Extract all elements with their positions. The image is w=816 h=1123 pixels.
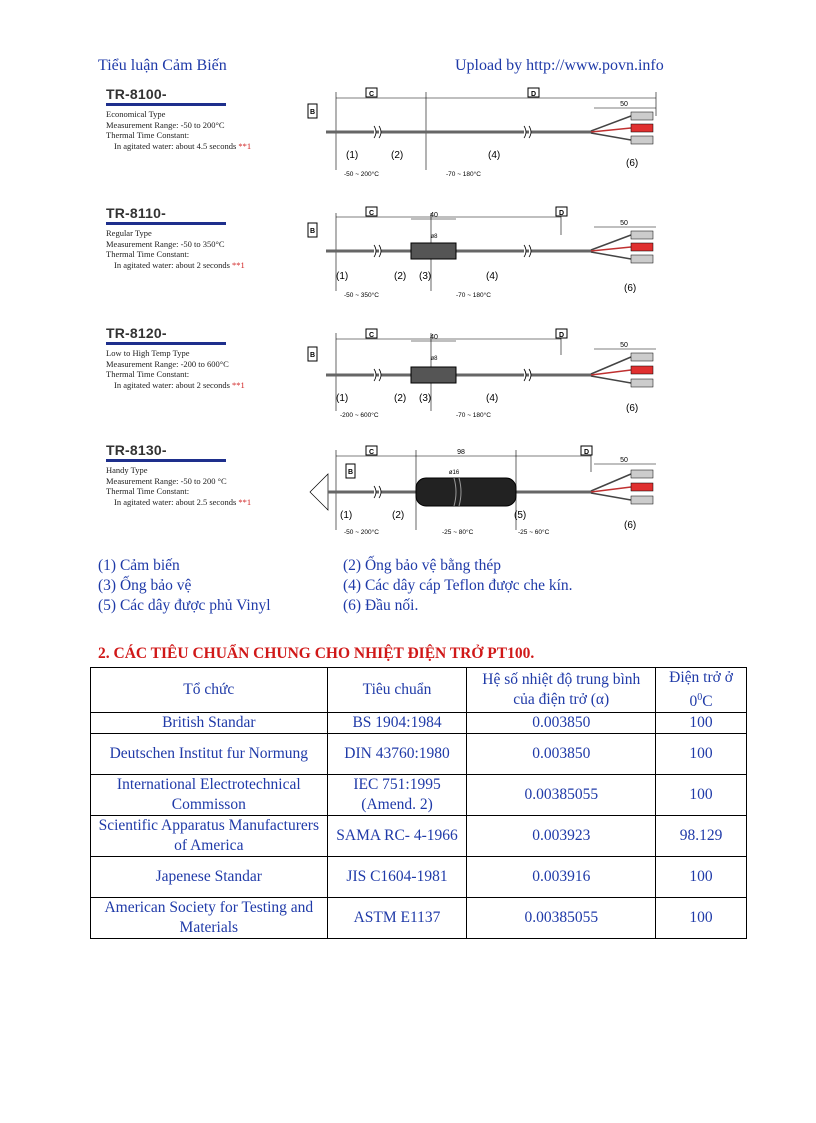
callout: (3) (419, 393, 432, 404)
cell-std: SAMA RC- 4-1966 (327, 816, 467, 857)
range-line: Measurement Range: -50 to 200°C (106, 119, 225, 130)
model-underline (106, 459, 226, 462)
callout: (1) (346, 150, 359, 161)
header-title: Tiểu luận Cảm Biến (98, 57, 227, 74)
cell-res: 100 (656, 713, 747, 734)
temp-a: -200 ~ 600°C (340, 412, 379, 417)
type-line: Low to High Temp Type (106, 348, 190, 358)
header-std: Tiêu chuẩn (327, 668, 467, 713)
callout: (6) (624, 520, 637, 531)
sensor-diagram (306, 442, 666, 543)
callout: (2) (392, 510, 405, 521)
temp-b: -70 ~ 180°C (446, 171, 481, 176)
cell-coef: 0.003850 (467, 713, 656, 734)
cell-coef: 0.003916 (467, 857, 656, 898)
table-row (91, 713, 747, 734)
header-org: Tổ chức (91, 668, 328, 713)
sensor-block-tr8130 (100, 442, 760, 542)
cell-res: 100 (656, 857, 747, 898)
cell-org: British Standar (91, 713, 328, 734)
callout: (6) (626, 403, 639, 414)
range-line: Measurement Range: -200 to 600°C (106, 358, 229, 369)
label-c: C (368, 210, 375, 217)
water-line: In agitated water: about 4.5 seconds **1 (114, 140, 252, 151)
cell-std: ASTM E1137 (327, 898, 467, 939)
temp-b: -25 ~ 80°C (442, 529, 474, 536)
svg-text:B: B (347, 469, 354, 476)
table-row (91, 775, 747, 816)
ttc-line: Thermal Time Constant: (106, 486, 190, 496)
legend-item: (4) Các dây cáp Teflon được che kín. (343, 577, 573, 594)
ttc-line: Thermal Time Constant: (106, 369, 190, 379)
legend-item: (2) Ống bảo vệ bằng thép (343, 557, 501, 574)
dim-top: 50 (620, 457, 628, 464)
table-row (91, 816, 747, 857)
dim-mid: 40 (430, 334, 438, 341)
callout: (1) (340, 510, 353, 521)
cell-res: 100 (656, 734, 747, 775)
model-title: TR-8120- (106, 325, 167, 341)
callout: (6) (626, 158, 639, 169)
dim-top: 50 (620, 101, 628, 108)
type-line: Regular Type (106, 228, 152, 238)
sensor-spec (106, 86, 306, 151)
type-line: Handy Type (106, 465, 148, 475)
callout: (2) (394, 271, 407, 282)
table-row (91, 734, 747, 775)
water-line: In agitated water: about 2 seconds **1 (114, 259, 245, 270)
table-row (91, 898, 747, 939)
temp-c: -25 ~ 60°C (518, 529, 550, 536)
cell-org: Deutschen Institut fur Normung (91, 734, 328, 775)
legend-item: (3) Ống bảo vệ (98, 577, 192, 594)
sensor-spec (106, 442, 306, 507)
header-coef: Hệ số nhiệt độ trung bình của điện trở (α) (467, 668, 656, 713)
temp-a: -50 ~ 200°C (344, 171, 379, 176)
model-title: TR-8100- (106, 86, 167, 102)
callout: (4) (486, 271, 499, 282)
diameter: ø8 (430, 234, 438, 240)
header-upload-link[interactable]: Upload by http://www.povn.info (455, 57, 664, 74)
sensor-diagram (306, 325, 666, 422)
cell-coef: 0.00385055 (467, 775, 656, 816)
callout: (1) (336, 271, 349, 282)
section-title: 2. CÁC TIÊU CHUẨN CHUNG CHO NHIỆT ĐIỆN TRỞ PT100. (98, 645, 535, 662)
water-line: In agitated water: about 2 seconds **1 (114, 379, 245, 390)
model-title: TR-8110- (106, 205, 166, 221)
diameter: ø8 (430, 356, 438, 362)
cell-org: International Electrotechnical Commisson (91, 775, 328, 816)
svg-text:B: B (309, 228, 316, 235)
sensor-spec (106, 325, 306, 390)
model-underline (106, 342, 226, 345)
cell-std: BS 1904:1984 (327, 713, 467, 734)
table-row (91, 857, 747, 898)
svg-text:B: B (309, 352, 316, 359)
sensor-spec (106, 205, 306, 270)
water-line: In agitated water: about 2.5 seconds **1 (114, 496, 252, 507)
temp-b: -70 ~ 180°C (456, 292, 491, 297)
sensor-block-tr8110 (100, 205, 760, 305)
callout: (4) (486, 393, 499, 404)
label-c: C (368, 449, 375, 456)
cell-res: 98.129 (656, 816, 747, 857)
cell-coef: 0.00385055 (467, 898, 656, 939)
temp-b: -70 ~ 180°C (456, 412, 491, 417)
range-line: Measurement Range: -50 to 200 °C (106, 475, 227, 486)
label-d: D (530, 91, 537, 98)
legend-item: (1) Cảm biến (98, 557, 180, 574)
cell-org: Scientific Apparatus Manufacturers of America (91, 816, 328, 857)
sensor-diagram (306, 86, 666, 181)
cell-res: 100 (656, 898, 747, 939)
header-res: Điện trở ở $0^0C$ (656, 668, 747, 713)
type-line: Economical Type (106, 109, 166, 119)
dim-top: 50 (620, 342, 628, 349)
cell-org: American Society for Testing and Materials (91, 898, 328, 939)
temp-a: -50 ~ 350°C (344, 292, 379, 297)
callout: (6) (624, 283, 637, 294)
model-underline (106, 222, 226, 225)
label-d: D (558, 210, 565, 217)
range-line: Measurement Range: -50 to 350°C (106, 238, 225, 249)
callout: (4) (488, 150, 501, 161)
model-title: TR-8130- (106, 442, 167, 458)
ttc-line: Thermal Time Constant: (106, 130, 190, 140)
model-underline (106, 103, 226, 106)
component-legend (98, 556, 573, 616)
cell-std: JIS C1604-1981 (327, 857, 467, 898)
sensor-block-tr8120 (100, 325, 760, 425)
label-d: D (583, 449, 590, 456)
diameter: ø16 (448, 470, 460, 476)
cell-std: IEC 751:1995 (Amend. 2) (327, 775, 467, 816)
cell-org: Japenese Standar (91, 857, 328, 898)
sensor-block-tr8100 (100, 86, 760, 186)
cell-res: 100 (656, 775, 747, 816)
label-c: C (368, 332, 375, 339)
legend-item: (5) Các dây được phủ Vinyl (98, 597, 271, 614)
callout: (3) (419, 271, 432, 282)
dim-mid: 98 (457, 449, 465, 456)
callout: (2) (394, 393, 407, 404)
callout: (2) (391, 150, 404, 161)
standards-table (90, 667, 747, 939)
ttc-line: Thermal Time Constant: (106, 249, 190, 259)
sensor-diagram (306, 205, 666, 302)
cell-coef: 0.003850 (467, 734, 656, 775)
dim-top: 50 (620, 220, 628, 227)
callout: (1) (336, 393, 349, 404)
temp-a: -50 ~ 200°C (344, 529, 379, 536)
dim-mid: 40 (430, 212, 438, 219)
label-c: C (368, 91, 375, 98)
table-header-row (91, 668, 747, 713)
legend-item: (6) Đầu nối. (343, 597, 419, 614)
cell-coef: 0.003923 (467, 816, 656, 857)
cell-std: DIN 43760:1980 (327, 734, 467, 775)
svg-text:B: B (309, 109, 316, 116)
label-d: D (558, 332, 565, 339)
callout: (5) (514, 510, 527, 521)
